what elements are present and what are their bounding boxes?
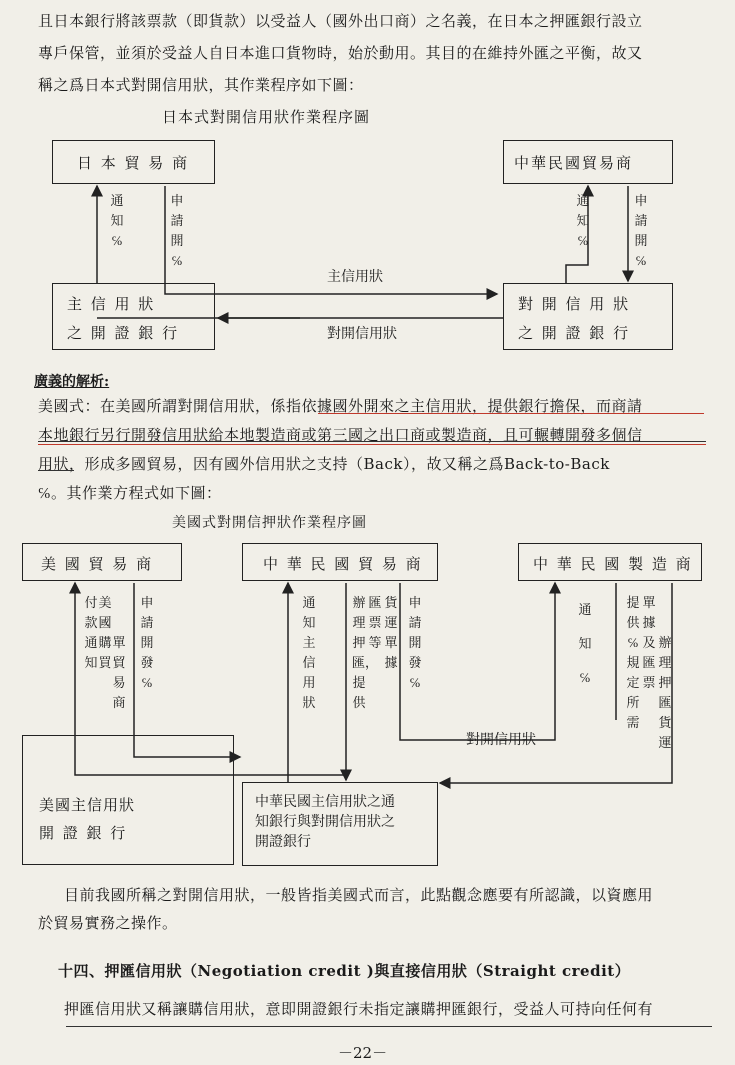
arrow-label-main-lc: 主信用狀 [327,269,383,285]
intro-line-3: 稱之爲日本式對開信用狀，其作業程序如下圖： [38,76,364,94]
section14-heading: 十四、押匯信用狀（Negotiation credit )與直接信用狀（Straight credit） [58,962,631,980]
label-notify-right: 通知℅ [576,194,590,249]
label-notify-lc: 通知℅ [578,603,592,686]
page-number: －22－ [338,1044,388,1062]
broad-line-3: 用狀，形成多國貿易，因有國外信用狀之支持（Back），故又稱之爲Back-to-Back [38,455,610,473]
broad-line-2: 本地銀行另行開發信用狀給本地製造商或第三國之出口商或製造商，且可輾轉開發多個信 [38,426,643,444]
box-roc-bank-line3: 開證銀行 [255,834,311,850]
box-roc-trader-label: 中華民國貿易商 [514,154,634,172]
closing-line-2: 於貿易實務之操作。 [38,914,178,932]
label-apply-open-2: 申請開發℅ [408,596,422,691]
box-main-lc-line1: 主 信 用 狀 [67,295,156,313]
label-apply-right: 申請開℅ [634,194,648,269]
broad-line-1: 美國式：在美國所謂對開信用狀，係指依據國外開來之主信用狀，提供銀行擔保，而商請 [38,397,643,415]
label-pay-notify-c: 單貿易商 [112,636,126,711]
intro-line-2: 專戶保管，並須於受益人自日本進口貨物時，始於動用。其目的在維持外匯之平衡，故又 [38,44,643,62]
section14-underline [66,1026,712,1027]
diagram1-title: 日本式對開信用狀作業程序圖 [162,108,371,126]
label-apply-left: 申請開℅ [170,194,184,269]
label-pay-notify-a: 付款通知 [84,596,98,671]
box-roc-bank-line2: 知銀行與對開信用狀之 [255,814,395,830]
box-japan-trader-label: 日 本 貿 易 商 [77,154,190,172]
box-roc-maker-label: 中 華 民 國 製 造 商 [533,555,693,573]
label-negotiate-c: 辦理押匯，提供 [352,596,379,711]
box-us-bank-line2: 開 證 銀 行 [39,824,128,842]
label-pay-notify-b: 美國購買 [98,596,112,671]
box-roc-bank-line1: 中華民國主信用狀之通 [255,794,395,810]
box-roc-trader-2-label: 中 華 民 國 貿 易 商 [263,555,423,573]
box-counter-lc-line2: 之 開 證 銀 行 [518,324,631,342]
label-notify-left: 通知℅ [110,194,124,249]
box-main-lc-line2: 之 開 證 銀 行 [67,324,180,342]
arrow-label-counter-lc: 對開信用狀 [327,326,397,342]
label-docs-a: 單據及匯票 [642,596,656,691]
label-negotiate-b: 貨運單據 [384,596,398,671]
label-docs-c: 辦理押匯貨運 [658,636,672,751]
label-docs-b: 提供℅規定所需 [626,596,640,731]
section-broad-heading: 廣義的解析: [34,374,110,390]
label-negotiate-a: 匯票等 [368,596,382,651]
box-counter-lc-line1: 對 開 信 用 狀 [518,295,631,313]
section14-line-1: 押匯信用狀又稱讓購信用狀，意即開證銀行未指定讓購押匯銀行，受益人可持向任何有 [64,1000,654,1018]
intro-line-1: 且日本銀行將該票款（即貨款）以受益人（國外出口商）之名義，在日本之押匯銀行設立 [38,12,643,30]
closing-line-1: 目前我國所稱之對開信用狀，一般皆指美國式而言，此點觀念應要有所認識，以資應用 [64,886,654,904]
arrow-label-counter-lc-2: 對開信用狀 [466,732,536,748]
label-apply-open: 申請開發℅ [140,596,154,691]
broad-line-4: ℅。其作業方程式如下圖： [38,484,222,502]
box-us-trader-label: 美 國 貿 易 商 [41,555,154,573]
diagram2-title: 美國式對開信押狀作業程序圖 [172,515,367,531]
box-us-bank-line1: 美國主信用狀 [39,796,136,814]
label-notify-main-lc: 通知主信用狀 [302,596,316,711]
